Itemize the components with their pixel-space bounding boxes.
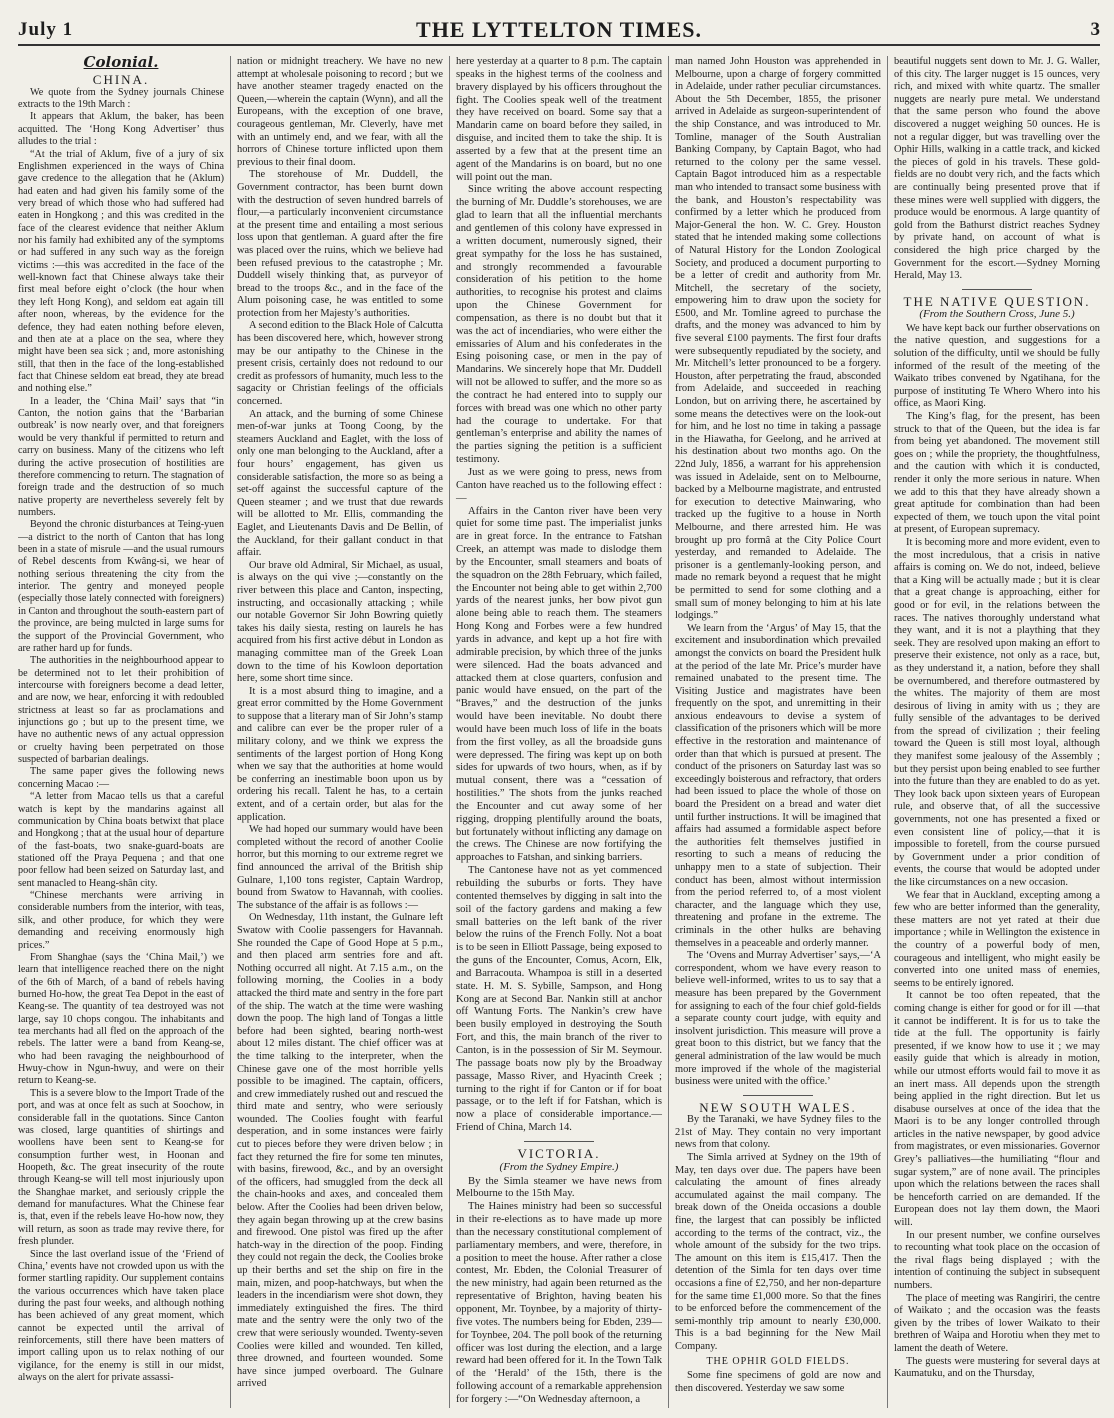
article-subheading: THE OPHIR GOLD FIELDS. bbox=[706, 1355, 850, 1367]
paragraph: Just as we were going to press, news from Canton have reached us to the following effect :— bbox=[456, 467, 662, 504]
paragraph: Some fine specimens of gold are now and then discovered. Yesterday we saw some bbox=[675, 1370, 881, 1394]
section-divider bbox=[743, 1095, 813, 1096]
page-number: 3 bbox=[1090, 19, 1100, 40]
paragraph: The ‘Ovens and Murray Advertiser’ says,—‘A correspondent, whom we have every reason to believe well-informed, writes to us to say that a measure has been prepared by the Government for assigning to each of the four chief gold-fields a separate county court judge, with equity and insolvent jurisdiction. This measure will prove a great boon to this district, but we fancy that the general administration of the law would be much more improved if the whole of the magisterial business were united with the office.’ bbox=[675, 950, 881, 1088]
issue-date: July 1 bbox=[18, 19, 74, 40]
paragraph: By the Taranaki, we have Sydney files to the 21st of May. They contain no very important news from that colony. bbox=[675, 1114, 881, 1151]
paragraph: beautiful nuggets sent down to Mr. J. G. Waller, of this city. The larger nugget is 15 ounces, very rich, and mixed with white quartz. The smaller nuggets are nearly pure metal. We understand that the same person who found the above discovered a nugget weighing 50 ounces. He is not a regular digger, but was travelling over the Ophir Hills, walking in a cattle track, and kicked the pieces of gold in his travels. These gold-fields are no doubt very rich, and the facts which are continually being presented prove that if these mines were well supplied with diggers, the produce would be enormous. A large quantity of gold from the Bathurst district reaches Sydney by private hand, on account of what is considered the high price charged by the Government for the escort.—Sydney Morning Herald, May 13. bbox=[894, 56, 1100, 282]
paragraph: It cannot be too often repeated, that the coming change is either for good or for ill —that it cannot be indifferent. It is for us to take the tide at the full. The opportunity is fairly presented, if we know how to use it ; we may easily guide that which is already in motion, while our utmost efforts would fail to move it as an inert mass. All depends upon the strength being applied in the right direction. But let us disabuse ourselves at once of the idea that the Maori is to be any longer controlled through articles in the native newspaper, by good advice from magistrates, or even missionaries. Governor Grey’s palliatives—the humiliating “flour and sugar system,” are of none avail. The principles upon which the relations between the races shall be henceforth carried on are demanded. If the European does not lay them down, the Maori will. bbox=[894, 990, 1100, 1229]
paragraph: In our present number, we confine ourselves to recounting what took place on the occasion of the rival flags being displayed ; with the intention of continuing the subject in subsequent numbers. bbox=[894, 1229, 1100, 1291]
column-2 bbox=[230, 56, 449, 1408]
paragraph: Since writing the above account respecting the burning of Mr. Duddle’s storehouses, we are glad to learn that all the influential merchants and gentlemen of this colony have expressed in a written document, numerously signed, their great sympathy for the loss he has sustained, and strongly recommended a favourable consideration of his petition to the home authorities, to recognise his protest and claims upon the Chinese Government for compensation, as there is no doubt but that it was the act of incendiaries, who were either the emissaries of Alum and his confederates in the Esing poisoning case, or men in the pay of Mandarins. We sincerely hope that Mr. Duddell will not be allowed to suffer, and the more so as the contract he had entered into to supply our forces with bread was one which no other party had the courage to undertake. For that gentleman’s enterprise and ability the names of the parties signing the petition is a sufficient testimony. bbox=[456, 184, 662, 466]
paragraph: The King’s flag, for the present, has been struck to that of the Queen, but the idea is far from being yet abandoned. The movement still goes on ; while the propriety, the thoughtfulness, and the caution with which it is conducted, render it only the more serious in nature. When we add to this that they have already shown a great aptitude for combination than had been expected of them, we touch upon the vital point at present, of European supremacy. bbox=[894, 411, 1100, 536]
paragraph: “Chinese merchants were arriving in considerable numbers from the interior, with teas, silk, and other produce, for which they were demanding and receiving enormously high prices.” bbox=[18, 890, 224, 951]
paragraph: In a leader, the ‘China Mail’ says that “in Canton, the notion gains that the ‘Barbarian outbreak’ is now nearly over, and that foreigners would be very thankful if permitted to return and carry on business. Many of the citizens who left during the active prosecution of hostilities are therefore commencing to return. The stagnation of foreign trade and the destruction of so much native property are nevertheless severely felt by numbers. bbox=[18, 395, 224, 518]
article-heading: CHINA. bbox=[92, 72, 150, 88]
article-columns bbox=[18, 56, 1100, 1408]
paragraph: The guests were mustering for several days at Kaumatuku, and on the Thursday, bbox=[894, 1355, 1100, 1380]
paragraph: Affairs in the Canton river have been very quiet for some time past. The imperialist junks are in great force. In the entrance to Fatshan Creek, an attempt was made to dislodge them by the Encounter, small steamers and boats of the squadron on the 28th February, which failed, the Encounter not being able to get within 2,700 yards of the nearest junks, her bow pivot gun alone being able to reach them. The steamers Hong Kong and Forbes were a few hundred yards in advance, and kept up a hot fire with admirable precision, by which three of the junks were silenced. Had the boats advanced and attacked them at close quarters, confusion and panic would have ensued, on the part of the “Braves,” and the destruction of the junks would have been inevitable. No doubt there would have been much loss of life in the boats from the first volley, as all the broadside guns were depressed. The firing was kept up on both sides for upwards of two hours, when, as if by mutual consent, there was a “cessation of hostilities.” The shots from the junks reached the Encounter and cut away some of her rigging, dropping plentifully around the boats, but fortunately without inflicting any damage on the crews. The Chinese are now fortifying the approaches to Fatshan, and sinking barriers. bbox=[456, 505, 662, 864]
paragraph: Our brave old Admiral, Sir Michael, as usual, is always on the qui vive ;—constantly on the river between this place and Canton, inspecting, instructing, and occasionally attacking ; while our notable Governor Sir John Bowring quietly takes his daily siesta, resting on laurels he has acquired from his first active début in London as managing committee man of the Greek Loan down to the time of his Kowloon deportation here, some short time since. bbox=[237, 559, 443, 685]
paragraph: On Wednesday, 11th instant, the Gulnare left Swatow with Coolie passengers for Havannah. She rounded the Cape of Good Hope at 5 p.m., and then placed arm sentries fore and aft. Nothing occurred all night. At 7.15 a.m., on the following morning, the Coolies in a body attacked the third mate and sentry in the fore part of the ship. The watch at the time were washing down the poop. The high land of Tongas a little before had been sighted, bearing north-west about 12 miles distant. The chief officer was at the time talking to the interpreter, when the Chinese gave one of the most horrible yells possible to be imagined. The captain, officers, and crew immediately rushed out and rescued the third mate and sentry, who were seriously wounded. The Coolies fought with fearful desperation, and in some instances were fairly cut to pieces before they were driven below ; in fact they returned the fire for some ten minutes, with basins, firewood, &c., and by an oversight of the officers, had smuggled from the deck all the chain-hooks and axes, and concealed them below. After the Coolies had been driven below, they again began throwing up at the crew basins and firewood. One pistol was fired up the after hatch-way in the direction of the poop. Finding they could not regain the deck, the Coolies broke up their berths and set the ship on fire in the main, mizen, and poop-hatchways, but when the leaders in the incendiarism were shot down, they immediately extinguished the fires. The third mate and the sentry were the only two of the crew that were seriously wounded. Twenty-seven Coolies were killed and wounded. Ten killed, three drowned, and fourteen wounded. Some have since jumped overboard. The Gulnare arrived bbox=[237, 912, 443, 1390]
paragraph: From Shanghae (says the ‘China Mail,’) we learn that intelligence reached there on the night of the 6th of March, of a band of rebels having burned Ho-how, the great Tea Depot in the east of Keang-se. The quantity of tea destroyed was not large, say 10 chops congou. The inhabitants and tea merchants had all fled on the approach of the rebels. The latter were a band from Keang-se, who had been ravaging the neighbourhood of Hwuy-chow in Ngun-hwuy, and were on their return to Keang-se. bbox=[18, 951, 224, 1087]
column-1 bbox=[18, 56, 230, 1408]
paragraph: It appears that Aklum, the baker, has been acquitted. The ‘Hong Kong Advertiser’ thus alludes to the trial : bbox=[18, 111, 224, 148]
column-4 bbox=[668, 56, 887, 1408]
article-source: (From the Southern Cross, June 5.) bbox=[919, 308, 1075, 321]
paragraph: The Cantonese have not as yet commenced rebuilding the suburbs or forts. They have contented themselves by digging in salt into the soil of the factory gardens and making a few small batteries on the left bank of the river below the ruins of the French Folly. Not a boat is to be seen in Elliott Passage, being exposed to the guns of the Encounter, Comus, Acorn, Elk, and Barracouta. Whampoa is still in a deserted state. H. M. S. Sybille, Sampson, and Hong Kong are at Second Bar. Nankin still at anchor off Wantung Forts. The Nankin’s crew have been busily employed in destroying the South Fort, and this, the main branch of the river to Canton, is in the possession of Sir M. Seymour. The passage boats now ply by the Broadway passage, Masso River, and Hyacinth Creek ; turning to the right if for Canton or if for boat passage, or to the left if for Fatshan, which is now a place of considerable importance.—Friend of China, March 14. bbox=[456, 865, 662, 1134]
paragraph: We quote from the Sydney journals Chinese extracts to the 19th March : bbox=[18, 86, 224, 111]
paragraph: We have kept back our further observations on the native question, and suggestions for a solution of the difficulty, until we should be fully informed of the result of the meeting of the Waikato tribes convened by Ngatihana, for the purpose of instituting Te Whero Whero into his office, as Maori King. bbox=[894, 322, 1100, 410]
article-heading: THE NATIVE QUESTION. bbox=[903, 293, 1091, 309]
paragraph: nation or midnight treachery. We have no new attempt at wholesale poisoning to record ; but we have another steamer tragedy enacted on the Queen,—wherein the captain (Wynn), and all the Europeans, with the exception of one brave, courageous gentleman, Mr. Cleverly, have met with an untimely end, and we fear, with all the horrors of Chinese torture inflicted upon them previous to their final doom. bbox=[237, 56, 443, 168]
paragraph: The Haines ministry had been so successful in their re-elections as to have made up more than the necessary constitutional complement of parliamentary members, and were, therefore, in a position to meet the house. After rather a close contest, Mr. Ebden, the Colonial Treasurer of the new ministry, had again been returned as the representative of Brighton, having beaten his opponent, Mr. Toynbee, by a majority of thirty-five votes. The numbers being for Ebden, 239—for Toynbee, 204. The poll book of the returning officer was lost during the election, and a large reward had been offered for it. In the Town Talk of the ‘Herald’ of the 15th, there is the following account of a remarkable apprehension for forgery :—“On Wednesday afternoon, a bbox=[456, 1201, 662, 1405]
paragraph: The storehouse of Mr. Duddell, the Government contractor, has been burnt down with the destruction of seven hundred barrels of flour,—a particularly inconvenient circumstance at the present time and entailing a most serious loss upon that gentleman. A guard after the fire was placed over the ruins, which we believe had been refused previous to the catastrophe ; Mr. Duddell wisely thinking that, as purveyor of bread to the troops &c., and in the face of the Alum poisoning case, he was entitled to some protection from her Majesty’s authorities. bbox=[237, 169, 443, 319]
article-source: (From the Sydney Empire.) bbox=[499, 1160, 619, 1173]
masthead bbox=[18, 16, 1100, 46]
section-divider bbox=[962, 289, 1032, 290]
paragraph: It is a most absurd thing to imagine, and a great error committed by the Home Government to suppose that a literary man of Sir John’s stamp and calibre can ever be the proper ruler of a military colony, and we think we express the sentiments of the largest portion of Hong Kong when we say that the authorities at home would be conferring an inestimable boon upon us by ordering his recall. Talent he has, to a certain extent, and of a certain order, but alas for the application. bbox=[237, 685, 443, 823]
article-heading: NEW SOUTH WALES. bbox=[699, 1099, 857, 1115]
newspaper-title: THE LYTTELTON TIMES. bbox=[416, 17, 702, 42]
paragraph: This is a severe blow to the Import Trade of the port, and was at once felt as such at Soochow, in considerable fall in the quotations. Since Canton was closed, large quantities of shirtings and woollens have been sent to Keang-se for consumption further west, in Hoonan and Hoopeth, &c. The great insecurity of the route through Keang-se will tell most injuriously upon the Shanghae market, and seriously cripple the demand for manufactures. What the Chinese fear is, that, even if the rebels leave Ho-how now, they will return, as soon as trade may revive there, for fresh plunder. bbox=[18, 1087, 224, 1248]
paragraph: We had hoped our summary would have been completed without the record of another Coolie horror, but this morning to our extreme regret we find announced the arrival of the British ship Gulnare, 1,100 tons register, Captain Wardrop, bound from Swatow to Havannah, with coolies. The substance of the affair is as follows :— bbox=[237, 824, 443, 911]
paragraph: We fear that in Auckland, excepting among a few who are better informed than the generality, these matters are not yet rated at their due importance ; while in Wellington the existence in the country of a powerful body of men, courageous and intelligent, who might easily be converted into one united mass of enemies, seems to be entirely ignored. bbox=[894, 889, 1100, 989]
paragraph: By the Simla steamer we have news from Melbourne to the 15th May. bbox=[456, 1175, 662, 1200]
column-5 bbox=[887, 56, 1100, 1408]
paragraph: The place of meeting was Rangiriri, the centre of Waikato ; and the occasion was the feasts given by the tribes of lower Waikato to their brethren of Waipa and Horotiu when they met to lament the death of Wetere. bbox=[894, 1292, 1100, 1354]
paragraph: here yesterday at a quarter to 8 p.m. The captain speaks in the highest terms of the coolness and bravery displayed by his officers throughout the fight. The Coolies speak well of the treatment they have received on board. Some say that a Mandarin came on board before they sailed, in disguise, and incited them to take the ship. It is asserted by a few that at the present time an agent of the Mandarins is on board, but no one will point out the man. bbox=[456, 56, 662, 183]
paragraph: We learn from the ‘Argus’ of May 15, that the excitement and insubordination which prevailed amongst the convicts on board the President hulk at the period of the late Mr. Price’s murder have remained unabated to the present time. The Visiting Justice and magistrates have been frequently on the spot, and unremitting in their anxious endeavours to devise a system of classification of the prisoners which will be more effective in the restoration and maintenance of order than that which is pursued at present. The conduct of the prisoners on Saturday last was so exceedingly boisterous and refractory, that orders had been issued to place the whole of those on board the President on a bread and water diet until further instructions. It will be imagined that affairs had assumed a formidable aspect before the authorities felt themselves justified in resorting to such a means of reducing the unhappy men to a state of subjection. Their conduct has been, almost without intermission from the period referred to, of a most violent character, and the language which they use, threatening and profane in the extreme. The criminals in the other hulks are behaving themselves in a peaceable and orderly manner. bbox=[675, 622, 881, 949]
article-heading: VICTORIA. bbox=[517, 1145, 601, 1161]
section-divider bbox=[524, 1141, 594, 1142]
paragraph: man named John Houston was apprehended in Melbourne, upon a charge of forgery committed in Adelaide, under rather peculiar circumstances. About the 5th December, 1855, the prisoner arrived in Adelaide as surgeon-superintendent of the ship Constance, and was introduced to Mr. Tomline, manager of the South Australian Banking Company, by Captain Bagot, who had returned to the colony per the same vessel. Captain Bagot introduced him as a respectable man who intended to transact some business with the bank, and Houston’s respectability was confirmed by a letter which he produced from Major-General the hon. W. C. Grey. Houston stated that he intended making some collections of Natural History for the London Zoological Society, and produced a document purporting to be a letter of credit and authority from Mr. Mitchell, the secretary of the society, empowering him to draw upon the society for £500, and Mr. Tomline agreed to purchase the drafts, and the money was advanced to him by five several £100 payments. The first four drafts were subsequently repudiated by the society, and Mr. Mitchell’s letter pronounced to be a forgery. Houston, after perpetrating the fraud, absconded from Adelaide, and succeeded in reaching London, but on arriving there, he ascertained by some means the detectives were on the look-out for him, and he lost no time in taking a passage in the Hiawatha, for Geelong, and he arrived at his destination about two months ago. On the 22nd July, 1856, a warrant for his apprehension was issued in Adelaide, sent on to Melbourne, backed by a Melbourne magistrate, and entrusted for execution to detective Mainwaring, who tracked up the fugitive to a house in North Melbourne, and there arrested him. He was brought up pro formâ at the City Police Court yesterday, and remanded to Adelaide. The prisoner is a gentlemanly-looking person, and made no remark beyond a request that he might be permitted to send for some clothing and a small sum of money belonging to him at his late lodgings.” bbox=[675, 56, 881, 622]
column-3 bbox=[449, 56, 668, 1408]
paragraph: It is becoming more and more evident, even to the most incredulous, that a crisis in native affairs is coming on. We do not, indeed, believe that a King will be actually made ; but it is clear that a great change is approaching, either for good or for evil, in the relations between the races. The natives thoroughly understand what they want, and it is not a plaything that they seek. They are resolved upon making an effort to preserve their existence, not only as a race, but, as they understand it, a nation, before they shall be overnumbered, and therefore outmastered by the whites. The majority of them are most desirous of living in amity with us ; they are fully sensible of the advantages to be derived from the spread of civilization ; their feeling toward the Queen is still most loyal, although they manifest some jealousy of the Assembly ; but they persist upon being enabled to see further into the future than they are enabled to do as yet. They look back upon sixteen years of European rule, and observe that, of all the successive governments, not one has presented a fixed or even consistent line of policy,—that it is impossible to foretell, from the course pursued by Government under a prior condition of events, the course that would be adopted under the like circumstances on a new occasion. bbox=[894, 536, 1100, 888]
paragraph: A second edition to the Black Hole of Calcutta has been discovered here, which, however strong may be our antipathy to the Chinese in the present crisis, certainly does not redound to our credit as professors of humanity, much less to the sagacity or Christian feelings of the officials concerned. bbox=[237, 320, 443, 408]
paragraph: The Simla arrived at Sydney on the 19th of May, ten days over due. The papers have been calculating the amount of fines already accumulated against the mail company. The break down of the Oneida occasions a double fine, the largest that can possibly be inflicted according to the terms of the contract, viz., the whole amount of the subsidy for the two trips. The amount on this item is £15,417. Then the detention of the Simla for ten days over time occasions a fine of £2,750, and her non-departure for the same time £1,000 more. So that the fines to be enforced before the commencement of the semi-monthly trip amount to nearly £30,000. This is a bad beginning for the New Mail Company. bbox=[675, 1152, 881, 1352]
paragraph: Since the last overland issue of the ‘Friend of China,’ events have not crowded upon us with the former startling rapidity. Our supplement contains the various occurrences which have taken place during the past four weeks, and although nothing has been achieved of any great moment, which cannot be expected until the arrival of reinforcements, still there have been matters of import calling upon us to relax nothing of our vigilance, for the enemy is still in our midst, always on the alert for private assassi- bbox=[18, 1248, 224, 1384]
paragraph: “At the trial of Aklum, five of a jury of six Englishmen experienced in the ways of China gave credence to the allegation that he (Aklum) had eaten and had given his family some of the very bread of which those who had suffered had eaten in Hongkong ; and this was credited in the face of the clearest evidence that neither Aklum nor his family had exhibited any of the symptoms or had suffered in any such way as the foreign victims :—this was accredited in the face of the well-known fact that Chinese always take their first meal before eight o’clock (the hour when they left Hong Kong), and seldom eat again till after noon, whereas, by the evidence for the defence, they had eaten nothing before eleven, and then ate at a place on the sea, where they might have been sea sick ; and, more astonishing still, that then in the face of the long-established fact that Chinese seldom eat bread, they ate bread and nothing else.” bbox=[18, 148, 224, 395]
paragraph: “A letter from Macao tells us that a careful watch is kept by the mandarins against all communication by China boats betwixt that place and Hongkong ; that at the usual hour of departure of the fast-boats, two snake-guard-boats are stationed off the Praya Pequena ; and that one poor fellow had been seized on Saturday last, and sent manacled to Heang-shân city. bbox=[18, 791, 224, 889]
paragraph: The same paper gives the following news concerning Macao :— bbox=[18, 766, 224, 790]
paragraph: An attack, and the burning of some Chinese men-of-war junks at Toong Coong, by the steamers Auckland and Eaglet, with the loss of only one man belonging to the Auckland, after a four hours’ engagement, has given us considerable satisfaction, the more so as being a set-off against the successful capture of the Queen steamer ; and we trust that due rewards will be allotted to Mr. Ellis, commanding the Eaglet, and Lieutenants Davis and De Bellin, of the Auckland, for their gallant conduct in that affair. bbox=[237, 408, 443, 559]
paragraph: Beyond the chronic disturbances at Teing-yuen—a district to the north of Canton that has long been in a state of misrule —and the usual rumours of Rebel descents from Kwâng-si, we hear of nothing serious threatening the city from the interior. The gentry and moneyed people (especially those lately connected with foreigners) in Canton and throughout the south-eastern part of the province, are being mulcted in large sums for the support of the Provincial Government, who are rather hard up for funds. bbox=[18, 519, 224, 654]
paragraph: The authorities in the neighbourhood appear to be determined not to let their prohibition of intercourse with foreigners become a dead letter, and are now, we hear, enforcing it with redoubled strictness at least so far as proclamations and injunctions go ; but up to the present time, we have no authentic news of any actual oppression or cruelty having been perpetrated on those suspected of barbarian dealings. bbox=[18, 655, 224, 766]
section-title: Colonial. bbox=[83, 56, 159, 71]
